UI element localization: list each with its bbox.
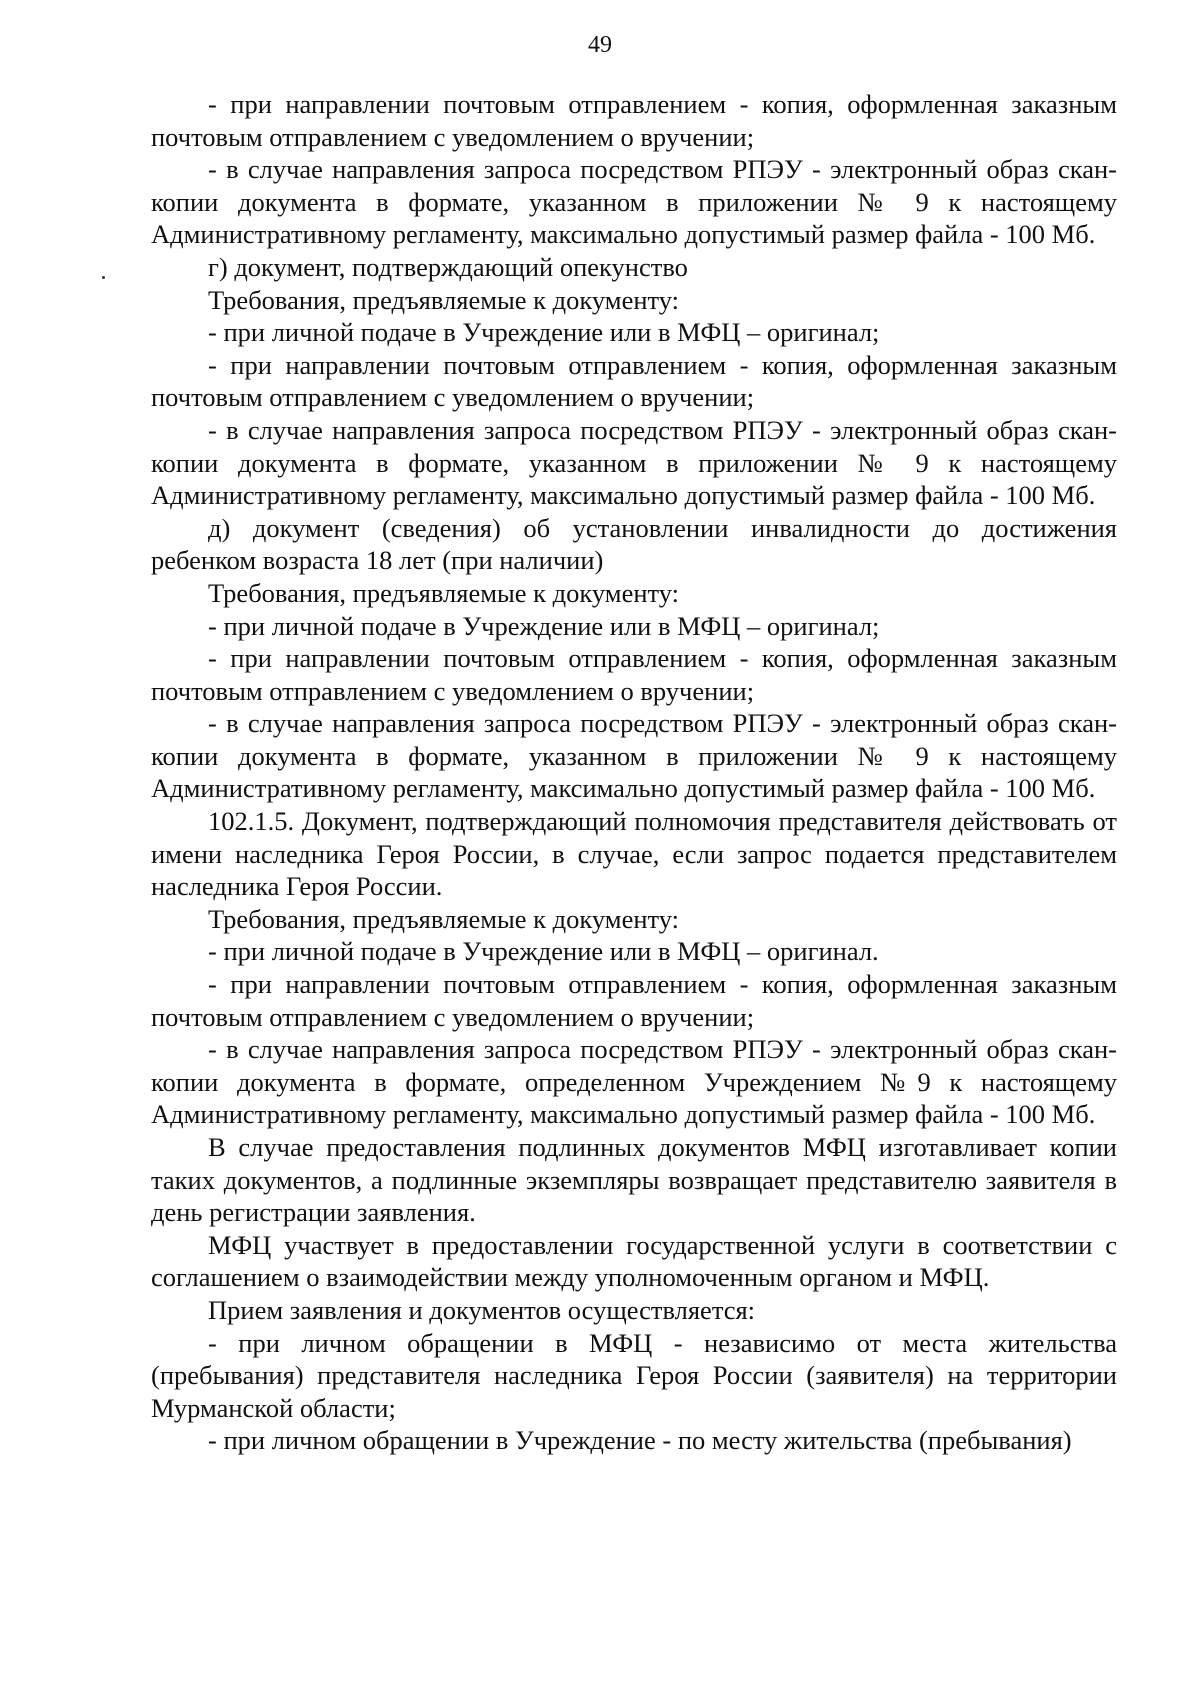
paragraph-rpeu-scan: - в случае направления запроса посредством РПЭУ - электронный образ скан-копии документа в формате, указанном в приложении № 9 к настоящему Административному регламенту, максимально допустимый размер файла - 100 Мб. <box>151 414 1117 511</box>
paragraph-in-person-original: - при личной подаче в Учреждение или в МФЦ – оригинал. <box>208 936 879 967</box>
paragraph-mfc-participation: МФЦ участвует в предоставлении государственной услуги в соответствии с соглашением о взаимодействии между уполномоченным органом и МФЦ. <box>151 1229 1117 1293</box>
paragraph-postal-copy: - при направлении почтовым отправлением - копия, оформленная заказным почтовым отправлением с уведомлением о вручении; <box>151 349 1117 413</box>
paragraph-reception-institution: - при личном обращении в Учреждение - по месту жительства (пребывания) <box>208 1425 1072 1456</box>
paragraph-original-documents: В случае предоставления подлинных документов МФЦ изготавливает копии таких документов, а подлинные экземпляры возвращает представителю заявителя в день регистрации заявления. <box>151 1132 1117 1228</box>
paragraph-rpeu-scan: - в случае направления запроса посредством РПЭУ - электронный образ скан-копии документа в формате, указанном в приложении № 9 к настоящему Административному регламенту, максимально допустимый размер файла - 100 Мб. <box>151 154 1117 250</box>
paragraph-disability-document: д) документ (сведения) об установлении инвалидности до достижения ребенком возраста 18 лет (при наличии) <box>151 512 1117 576</box>
page-number: 49 <box>588 32 612 58</box>
paragraph-reception-mfc: - при личном обращении в МФЦ - независимо от места жительства (пребывания) представителя наследника Героя России (заявителя) на территории Мурманской области; <box>151 1327 1117 1423</box>
paragraph-in-person-original: - при личной подаче в Учреждение или в МФЦ – оригинал; <box>208 317 880 348</box>
paragraph-rpeu-scan: - в случае направления запроса посредством РПЭУ - электронный образ скан-копии документа в формате, определенном Учреждением №9 к настоящему Административному регламенту, максимально допустимый размер файла - 100 Мб. <box>151 1034 1117 1130</box>
paragraph-requirements-heading: Требования, предъявляемые к документу: <box>208 577 680 608</box>
paragraph-requirements-heading: Требования, предъявляемые к документу: <box>208 903 680 934</box>
paragraph-postal-copy: - при направлении почтовым отправлением - копия, оформленная заказным почтовым отправлением с уведомлением о вручении; <box>151 643 1117 706</box>
paragraph-rpeu-scan: - в случае направления запроса посредством РПЭУ - электронный образ скан-копии документа в формате, указанном в приложении № 9 к настоящему Административному регламенту, максимально допустимый размер файла - 100 Мб. <box>151 708 1117 804</box>
paragraph-postal-copy: - при направлении почтовым отправлением - копия, оформленная заказным почтовым отправлением с уведомлением о вручении; <box>151 969 1117 1032</box>
paragraph-reception-heading: Прием заявления и документов осуществляется: <box>208 1294 756 1325</box>
paragraph-guardianship-document: г) документ, подтверждающий опекунство <box>208 251 688 282</box>
scan-artifact-dot <box>102 276 105 279</box>
paragraph-in-person-original: - при личной подаче в Учреждение или в МФЦ – оригинал; <box>208 610 880 641</box>
document-body <box>151 88 1117 1457</box>
paragraph-postal-copy: - при направлении почтовым отправлением - копия, оформленная заказным почтовым отправлением с уведомлением о вручении; <box>151 89 1117 152</box>
paragraph-requirements-heading: Требования, предъявляемые к документу: <box>208 284 680 315</box>
paragraph-section-102-1-5: 102.1.5. Документ, подтверждающий полномочия представителя действовать от имени наследника Героя России, в случае, если запрос подается представителем наследника Героя России. <box>151 806 1117 902</box>
